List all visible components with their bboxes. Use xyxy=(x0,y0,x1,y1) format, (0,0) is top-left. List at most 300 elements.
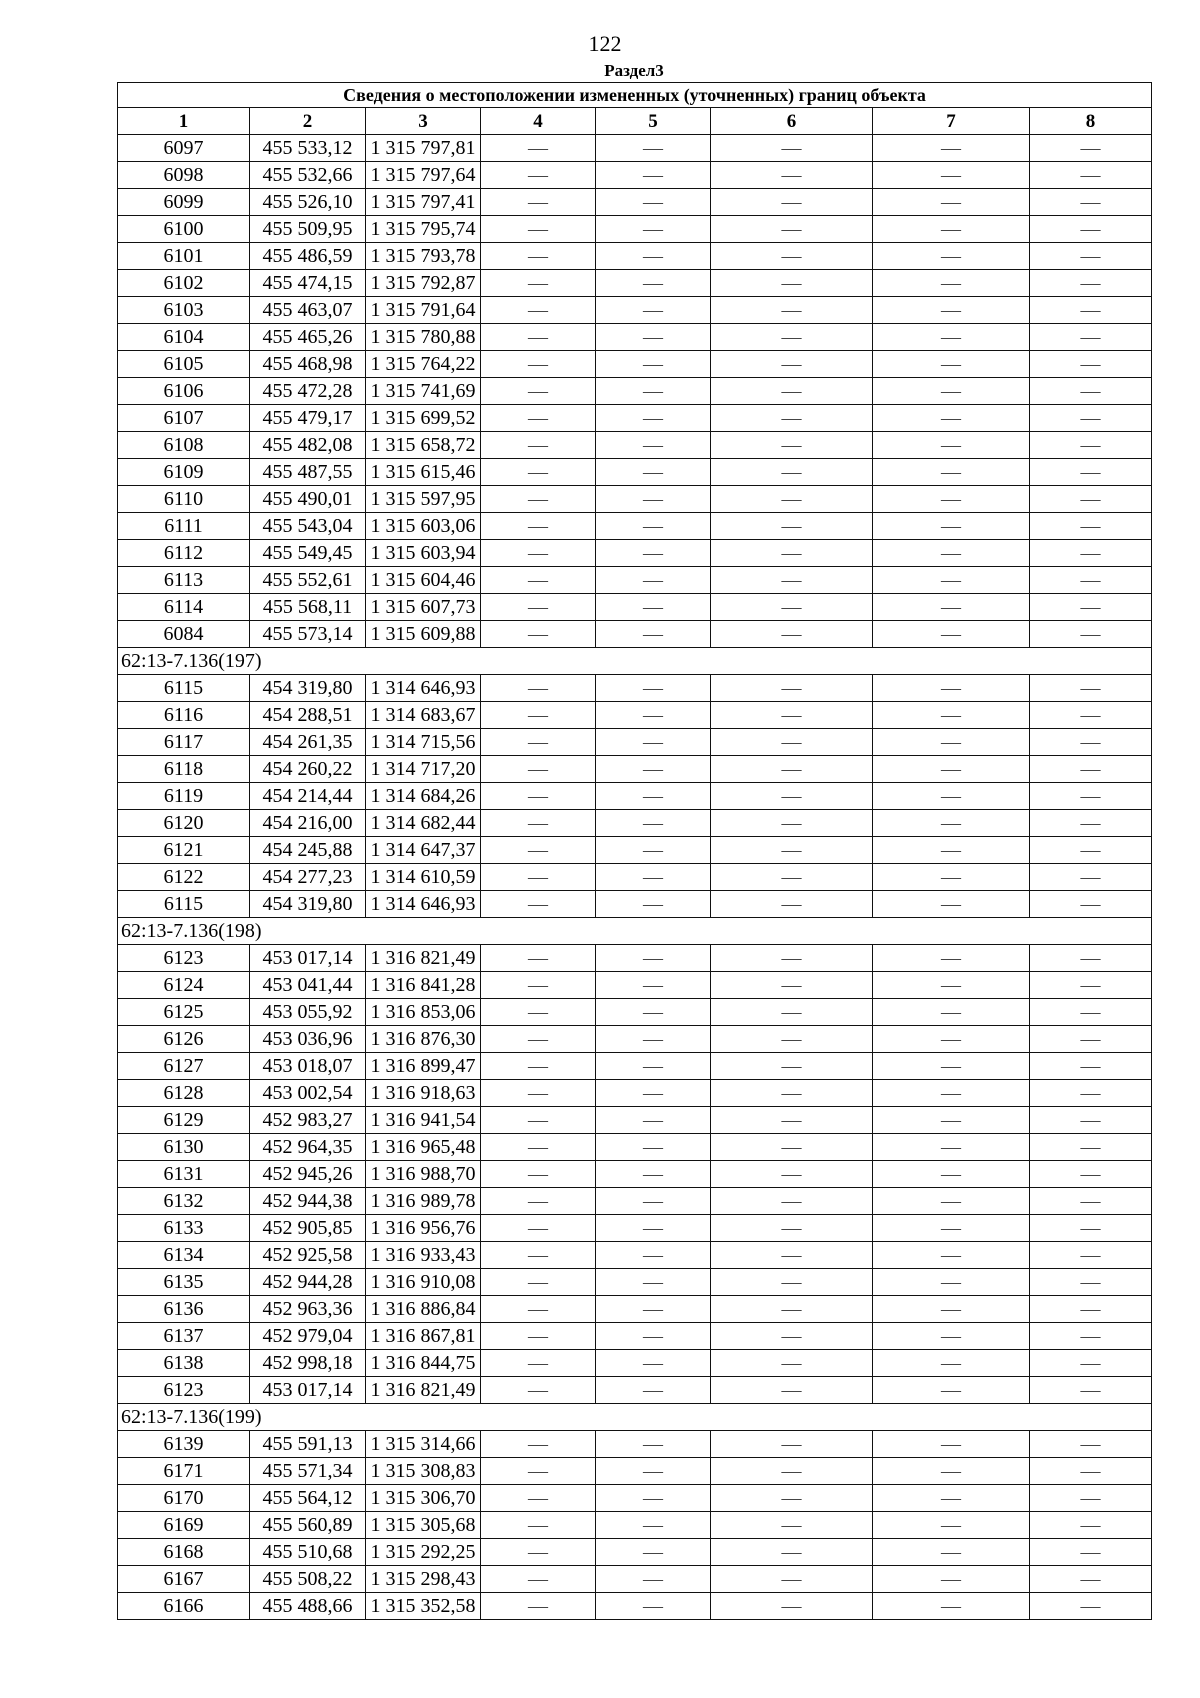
column-5-cell: — xyxy=(596,783,711,810)
y-coordinate-cell: 1 316 933,43 xyxy=(366,1242,481,1269)
column-8-cell: — xyxy=(1030,594,1152,621)
point-number-cell: 6131 xyxy=(118,1161,250,1188)
column-7-cell: — xyxy=(873,945,1030,972)
x-coordinate-cell: 452 905,85 xyxy=(250,1215,366,1242)
column-4-cell: — xyxy=(481,837,596,864)
table-row xyxy=(118,999,1152,1026)
column-header-4: 4 xyxy=(481,108,596,135)
column-7-cell: — xyxy=(873,243,1030,270)
column-6-cell: — xyxy=(711,837,873,864)
column-5-cell: — xyxy=(596,486,711,513)
column-6-cell: — xyxy=(711,405,873,432)
x-coordinate-cell: 455 509,95 xyxy=(250,216,366,243)
column-4-cell: — xyxy=(481,675,596,702)
column-4-cell: — xyxy=(481,324,596,351)
column-header-3: 3 xyxy=(366,108,481,135)
column-7-cell: — xyxy=(873,1350,1030,1377)
column-4-cell: — xyxy=(481,351,596,378)
column-6-cell: — xyxy=(711,216,873,243)
group-label: 62:13-7.136(198) xyxy=(118,918,1152,945)
column-4-cell: — xyxy=(481,729,596,756)
y-coordinate-cell: 1 316 841,28 xyxy=(366,972,481,999)
table-row xyxy=(118,378,1152,405)
y-coordinate-cell: 1 315 292,25 xyxy=(366,1539,481,1566)
column-7-cell: — xyxy=(873,1377,1030,1404)
x-coordinate-cell: 455 543,04 xyxy=(250,513,366,540)
column-7-cell: — xyxy=(873,783,1030,810)
table-row xyxy=(118,1485,1152,1512)
column-7-cell: — xyxy=(873,216,1030,243)
table-row xyxy=(118,1215,1152,1242)
point-number-cell: 6170 xyxy=(118,1485,250,1512)
point-number-cell: 6108 xyxy=(118,432,250,459)
x-coordinate-cell: 453 041,44 xyxy=(250,972,366,999)
column-5-cell: — xyxy=(596,567,711,594)
column-6-cell: — xyxy=(711,324,873,351)
column-7-cell: — xyxy=(873,135,1030,162)
x-coordinate-cell: 454 319,80 xyxy=(250,891,366,918)
column-8-cell: — xyxy=(1030,1053,1152,1080)
column-6-cell: — xyxy=(711,999,873,1026)
column-header-7: 7 xyxy=(873,108,1030,135)
table-row xyxy=(118,621,1152,648)
point-number-cell: 6105 xyxy=(118,351,250,378)
column-6-cell: — xyxy=(711,945,873,972)
x-coordinate-cell: 453 055,92 xyxy=(250,999,366,1026)
point-number-cell: 6139 xyxy=(118,1431,250,1458)
column-7-cell: — xyxy=(873,1053,1030,1080)
column-5-cell: — xyxy=(596,1458,711,1485)
column-6-cell: — xyxy=(711,864,873,891)
column-4-cell: — xyxy=(481,1323,596,1350)
column-8-cell: — xyxy=(1030,756,1152,783)
column-5-cell: — xyxy=(596,945,711,972)
column-8-cell: — xyxy=(1030,972,1152,999)
column-4-cell: — xyxy=(481,1566,596,1593)
y-coordinate-cell: 1 315 597,95 xyxy=(366,486,481,513)
column-8-cell: — xyxy=(1030,243,1152,270)
point-number-cell: 6130 xyxy=(118,1134,250,1161)
point-number-cell: 6103 xyxy=(118,297,250,324)
column-4-cell: — xyxy=(481,486,596,513)
column-8-cell: — xyxy=(1030,1134,1152,1161)
x-coordinate-cell: 452 979,04 xyxy=(250,1323,366,1350)
column-6-cell: — xyxy=(711,270,873,297)
point-number-cell: 6127 xyxy=(118,1053,250,1080)
column-8-cell: — xyxy=(1030,837,1152,864)
column-8-cell: — xyxy=(1030,486,1152,513)
y-coordinate-cell: 1 315 607,73 xyxy=(366,594,481,621)
column-7-cell: — xyxy=(873,1566,1030,1593)
column-7-cell: — xyxy=(873,1161,1030,1188)
column-4-cell: — xyxy=(481,162,596,189)
table-row xyxy=(118,1107,1152,1134)
table-row xyxy=(118,324,1152,351)
x-coordinate-cell: 452 944,28 xyxy=(250,1269,366,1296)
y-coordinate-cell: 1 316 989,78 xyxy=(366,1188,481,1215)
x-coordinate-cell: 455 564,12 xyxy=(250,1485,366,1512)
point-number-cell: 6123 xyxy=(118,1377,250,1404)
x-coordinate-cell: 452 998,18 xyxy=(250,1350,366,1377)
column-5-cell: — xyxy=(596,810,711,837)
column-6-cell: — xyxy=(711,162,873,189)
column-7-cell: — xyxy=(873,459,1030,486)
y-coordinate-cell: 1 315 603,94 xyxy=(366,540,481,567)
column-7-cell: — xyxy=(873,1188,1030,1215)
column-7-cell: — xyxy=(873,972,1030,999)
column-5-cell: — xyxy=(596,594,711,621)
column-4-cell: — xyxy=(481,540,596,567)
column-5-cell: — xyxy=(596,432,711,459)
column-5-cell: — xyxy=(596,1026,711,1053)
x-coordinate-cell: 453 017,14 xyxy=(250,1377,366,1404)
column-7-cell: — xyxy=(873,1242,1030,1269)
column-7-cell: — xyxy=(873,810,1030,837)
y-coordinate-cell: 1 314 715,56 xyxy=(366,729,481,756)
y-coordinate-cell: 1 315 298,43 xyxy=(366,1566,481,1593)
column-8-cell: — xyxy=(1030,999,1152,1026)
y-coordinate-cell: 1 315 741,69 xyxy=(366,378,481,405)
y-coordinate-cell: 1 316 867,81 xyxy=(366,1323,481,1350)
table-row xyxy=(118,1512,1152,1539)
column-4-cell: — xyxy=(481,432,596,459)
column-7-cell: — xyxy=(873,1512,1030,1539)
table-row xyxy=(118,1269,1152,1296)
column-4-cell: — xyxy=(481,702,596,729)
point-number-cell: 6124 xyxy=(118,972,250,999)
column-5-cell: — xyxy=(596,702,711,729)
x-coordinate-cell: 454 261,35 xyxy=(250,729,366,756)
column-6-cell: — xyxy=(711,1134,873,1161)
column-6-cell: — xyxy=(711,810,873,837)
column-8-cell: — xyxy=(1030,1593,1152,1620)
column-6-cell: — xyxy=(711,1512,873,1539)
y-coordinate-cell: 1 316 956,76 xyxy=(366,1215,481,1242)
table-row xyxy=(118,1458,1152,1485)
column-7-cell: — xyxy=(873,675,1030,702)
column-6-cell: — xyxy=(711,567,873,594)
column-6-cell: — xyxy=(711,486,873,513)
column-7-cell: — xyxy=(873,1215,1030,1242)
column-4-cell: — xyxy=(481,1080,596,1107)
y-coordinate-cell: 1 316 886,84 xyxy=(366,1296,481,1323)
column-4-cell: — xyxy=(481,783,596,810)
table-row xyxy=(118,540,1152,567)
column-5-cell: — xyxy=(596,189,711,216)
column-6-cell: — xyxy=(711,1350,873,1377)
y-coordinate-cell: 1 314 646,93 xyxy=(366,891,481,918)
column-6-cell: — xyxy=(711,1593,873,1620)
y-coordinate-cell: 1 316 844,75 xyxy=(366,1350,481,1377)
column-4-cell: — xyxy=(481,1161,596,1188)
column-header-2: 2 xyxy=(250,108,366,135)
column-8-cell: — xyxy=(1030,783,1152,810)
table-row xyxy=(118,1350,1152,1377)
table-row xyxy=(118,837,1152,864)
column-7-cell: — xyxy=(873,594,1030,621)
column-4-cell: — xyxy=(481,1593,596,1620)
column-4-cell: — xyxy=(481,459,596,486)
column-8-cell: — xyxy=(1030,621,1152,648)
point-number-cell: 6111 xyxy=(118,513,250,540)
y-coordinate-cell: 1 315 797,41 xyxy=(366,189,481,216)
column-5-cell: — xyxy=(596,1215,711,1242)
column-5-cell: — xyxy=(596,1296,711,1323)
y-coordinate-cell: 1 315 780,88 xyxy=(366,324,481,351)
column-6-cell: — xyxy=(711,1539,873,1566)
y-coordinate-cell: 1 315 615,46 xyxy=(366,459,481,486)
column-4-cell: — xyxy=(481,1107,596,1134)
column-8-cell: — xyxy=(1030,1566,1152,1593)
column-5-cell: — xyxy=(596,837,711,864)
x-coordinate-cell: 453 036,96 xyxy=(250,1026,366,1053)
column-8-cell: — xyxy=(1030,729,1152,756)
table-row xyxy=(118,1377,1152,1404)
x-coordinate-cell: 455 568,11 xyxy=(250,594,366,621)
table-row xyxy=(118,351,1152,378)
column-5-cell: — xyxy=(596,1512,711,1539)
group-row xyxy=(118,648,1152,675)
y-coordinate-cell: 1 315 792,87 xyxy=(366,270,481,297)
column-5-cell: — xyxy=(596,1593,711,1620)
point-number-cell: 6129 xyxy=(118,1107,250,1134)
y-coordinate-cell: 1 314 684,26 xyxy=(366,783,481,810)
column-4-cell: — xyxy=(481,1188,596,1215)
x-coordinate-cell: 452 944,38 xyxy=(250,1188,366,1215)
point-number-cell: 6118 xyxy=(118,756,250,783)
point-number-cell: 6084 xyxy=(118,621,250,648)
column-5-cell: — xyxy=(596,621,711,648)
point-number-cell: 6114 xyxy=(118,594,250,621)
column-6-cell: — xyxy=(711,891,873,918)
point-number-cell: 6169 xyxy=(118,1512,250,1539)
column-7-cell: — xyxy=(873,702,1030,729)
page-number: 122 xyxy=(588,31,622,56)
column-8-cell: — xyxy=(1030,1431,1152,1458)
column-4-cell: — xyxy=(481,1458,596,1485)
column-5-cell: — xyxy=(596,1323,711,1350)
column-5-cell: — xyxy=(596,162,711,189)
point-number-cell: 6098 xyxy=(118,162,250,189)
column-5-cell: — xyxy=(596,972,711,999)
point-number-cell: 6104 xyxy=(118,324,250,351)
table-row xyxy=(118,1593,1152,1620)
x-coordinate-cell: 454 319,80 xyxy=(250,675,366,702)
column-4-cell: — xyxy=(481,999,596,1026)
x-coordinate-cell: 454 214,44 xyxy=(250,783,366,810)
y-coordinate-cell: 1 315 306,70 xyxy=(366,1485,481,1512)
column-6-cell: — xyxy=(711,1107,873,1134)
column-5-cell: — xyxy=(596,135,711,162)
column-8-cell: — xyxy=(1030,189,1152,216)
column-5-cell: — xyxy=(596,756,711,783)
table-row xyxy=(118,270,1152,297)
column-8-cell: — xyxy=(1030,891,1152,918)
x-coordinate-cell: 455 465,26 xyxy=(250,324,366,351)
y-coordinate-cell: 1 314 717,20 xyxy=(366,756,481,783)
x-coordinate-cell: 455 560,89 xyxy=(250,1512,366,1539)
column-5-cell: — xyxy=(596,864,711,891)
column-6-cell: — xyxy=(711,1566,873,1593)
y-coordinate-cell: 1 315 797,64 xyxy=(366,162,481,189)
y-coordinate-cell: 1 315 314,66 xyxy=(366,1431,481,1458)
point-number-cell: 6102 xyxy=(118,270,250,297)
table-row xyxy=(118,1080,1152,1107)
column-8-cell: — xyxy=(1030,405,1152,432)
column-7-cell: — xyxy=(873,1458,1030,1485)
column-6-cell: — xyxy=(711,1215,873,1242)
point-number-cell: 6099 xyxy=(118,189,250,216)
column-8-cell: — xyxy=(1030,1215,1152,1242)
column-8-cell: — xyxy=(1030,351,1152,378)
x-coordinate-cell: 455 591,13 xyxy=(250,1431,366,1458)
column-5-cell: — xyxy=(596,999,711,1026)
point-number-cell: 6120 xyxy=(118,810,250,837)
column-5-cell: — xyxy=(596,1161,711,1188)
column-4-cell: — xyxy=(481,270,596,297)
column-header-6: 6 xyxy=(711,108,873,135)
x-coordinate-cell: 453 018,07 xyxy=(250,1053,366,1080)
column-6-cell: — xyxy=(711,1080,873,1107)
y-coordinate-cell: 1 316 821,49 xyxy=(366,945,481,972)
column-8-cell: — xyxy=(1030,864,1152,891)
column-8-cell: — xyxy=(1030,1377,1152,1404)
column-7-cell: — xyxy=(873,567,1030,594)
point-number-cell: 6117 xyxy=(118,729,250,756)
table-row xyxy=(118,297,1152,324)
table-row xyxy=(118,891,1152,918)
column-8-cell: — xyxy=(1030,1350,1152,1377)
x-coordinate-cell: 455 549,45 xyxy=(250,540,366,567)
y-coordinate-cell: 1 314 646,93 xyxy=(366,675,481,702)
column-7-cell: — xyxy=(873,729,1030,756)
y-coordinate-cell: 1 316 965,48 xyxy=(366,1134,481,1161)
x-coordinate-cell: 455 508,22 xyxy=(250,1566,366,1593)
point-number-cell: 6109 xyxy=(118,459,250,486)
column-4-cell: — xyxy=(481,972,596,999)
x-coordinate-cell: 455 463,07 xyxy=(250,297,366,324)
table-row xyxy=(118,1026,1152,1053)
x-coordinate-cell: 452 945,26 xyxy=(250,1161,366,1188)
column-4-cell: — xyxy=(481,1053,596,1080)
x-coordinate-cell: 455 533,12 xyxy=(250,135,366,162)
y-coordinate-cell: 1 316 853,06 xyxy=(366,999,481,1026)
column-5-cell: — xyxy=(596,1134,711,1161)
column-7-cell: — xyxy=(873,1107,1030,1134)
column-4-cell: — xyxy=(481,1269,596,1296)
point-number-cell: 6128 xyxy=(118,1080,250,1107)
table-row xyxy=(118,405,1152,432)
column-7-cell: — xyxy=(873,378,1030,405)
table-row xyxy=(118,513,1152,540)
y-coordinate-cell: 1 315 305,68 xyxy=(366,1512,481,1539)
column-5-cell: — xyxy=(596,297,711,324)
column-8-cell: — xyxy=(1030,459,1152,486)
table-title: Сведения о местоположении измененных (уточненных) границ объекта xyxy=(118,83,1152,108)
group-label: 62:13-7.136(199) xyxy=(118,1404,1152,1431)
x-coordinate-cell: 453 017,14 xyxy=(250,945,366,972)
column-4-cell: — xyxy=(481,1431,596,1458)
x-coordinate-cell: 455 474,15 xyxy=(250,270,366,297)
point-number-cell: 6167 xyxy=(118,1566,250,1593)
table-row xyxy=(118,486,1152,513)
y-coordinate-cell: 1 314 682,44 xyxy=(366,810,481,837)
column-8-cell: — xyxy=(1030,675,1152,702)
column-7-cell: — xyxy=(873,324,1030,351)
column-5-cell: — xyxy=(596,1107,711,1134)
column-8-cell: — xyxy=(1030,432,1152,459)
column-4-cell: — xyxy=(481,378,596,405)
column-7-cell: — xyxy=(873,837,1030,864)
y-coordinate-cell: 1 315 795,74 xyxy=(366,216,481,243)
x-coordinate-cell: 454 288,51 xyxy=(250,702,366,729)
x-coordinate-cell: 455 552,61 xyxy=(250,567,366,594)
coordinates-table xyxy=(117,82,1152,1620)
column-6-cell: — xyxy=(711,1161,873,1188)
table-row xyxy=(118,135,1152,162)
point-number-cell: 6171 xyxy=(118,1458,250,1485)
point-number-cell: 6134 xyxy=(118,1242,250,1269)
column-6-cell: — xyxy=(711,1188,873,1215)
column-7-cell: — xyxy=(873,297,1030,324)
column-6-cell: — xyxy=(711,513,873,540)
table-row xyxy=(118,459,1152,486)
column-7-cell: — xyxy=(873,351,1030,378)
y-coordinate-cell: 1 315 793,78 xyxy=(366,243,481,270)
column-8-cell: — xyxy=(1030,270,1152,297)
column-4-cell: — xyxy=(481,810,596,837)
column-8-cell: — xyxy=(1030,216,1152,243)
y-coordinate-cell: 1 314 683,67 xyxy=(366,702,481,729)
y-coordinate-cell: 1 315 764,22 xyxy=(366,351,481,378)
column-5-cell: — xyxy=(596,351,711,378)
x-coordinate-cell: 452 963,36 xyxy=(250,1296,366,1323)
point-number-cell: 6110 xyxy=(118,486,250,513)
column-6-cell: — xyxy=(711,594,873,621)
column-6-cell: — xyxy=(711,540,873,567)
column-6-cell: — xyxy=(711,1485,873,1512)
x-coordinate-cell: 452 983,27 xyxy=(250,1107,366,1134)
column-7-cell: — xyxy=(873,162,1030,189)
table-row xyxy=(118,1323,1152,1350)
point-number-cell: 6121 xyxy=(118,837,250,864)
column-4-cell: — xyxy=(481,756,596,783)
column-6-cell: — xyxy=(711,351,873,378)
point-number-cell: 6119 xyxy=(118,783,250,810)
column-8-cell: — xyxy=(1030,810,1152,837)
column-4-cell: — xyxy=(481,216,596,243)
table-body xyxy=(118,135,1152,1620)
column-6-cell: — xyxy=(711,432,873,459)
column-8-cell: — xyxy=(1030,297,1152,324)
group-row xyxy=(118,918,1152,945)
x-coordinate-cell: 455 468,98 xyxy=(250,351,366,378)
point-number-cell: 6136 xyxy=(118,1296,250,1323)
column-5-cell: — xyxy=(596,891,711,918)
column-6-cell: — xyxy=(711,756,873,783)
column-4-cell: — xyxy=(481,1296,596,1323)
column-6-cell: — xyxy=(711,1458,873,1485)
column-6-cell: — xyxy=(711,1242,873,1269)
table-row xyxy=(118,1053,1152,1080)
table-row xyxy=(118,1134,1152,1161)
y-coordinate-cell: 1 314 610,59 xyxy=(366,864,481,891)
x-coordinate-cell: 452 925,58 xyxy=(250,1242,366,1269)
y-coordinate-cell: 1 315 604,46 xyxy=(366,567,481,594)
column-5-cell: — xyxy=(596,1485,711,1512)
table-row xyxy=(118,1431,1152,1458)
column-7-cell: — xyxy=(873,1080,1030,1107)
